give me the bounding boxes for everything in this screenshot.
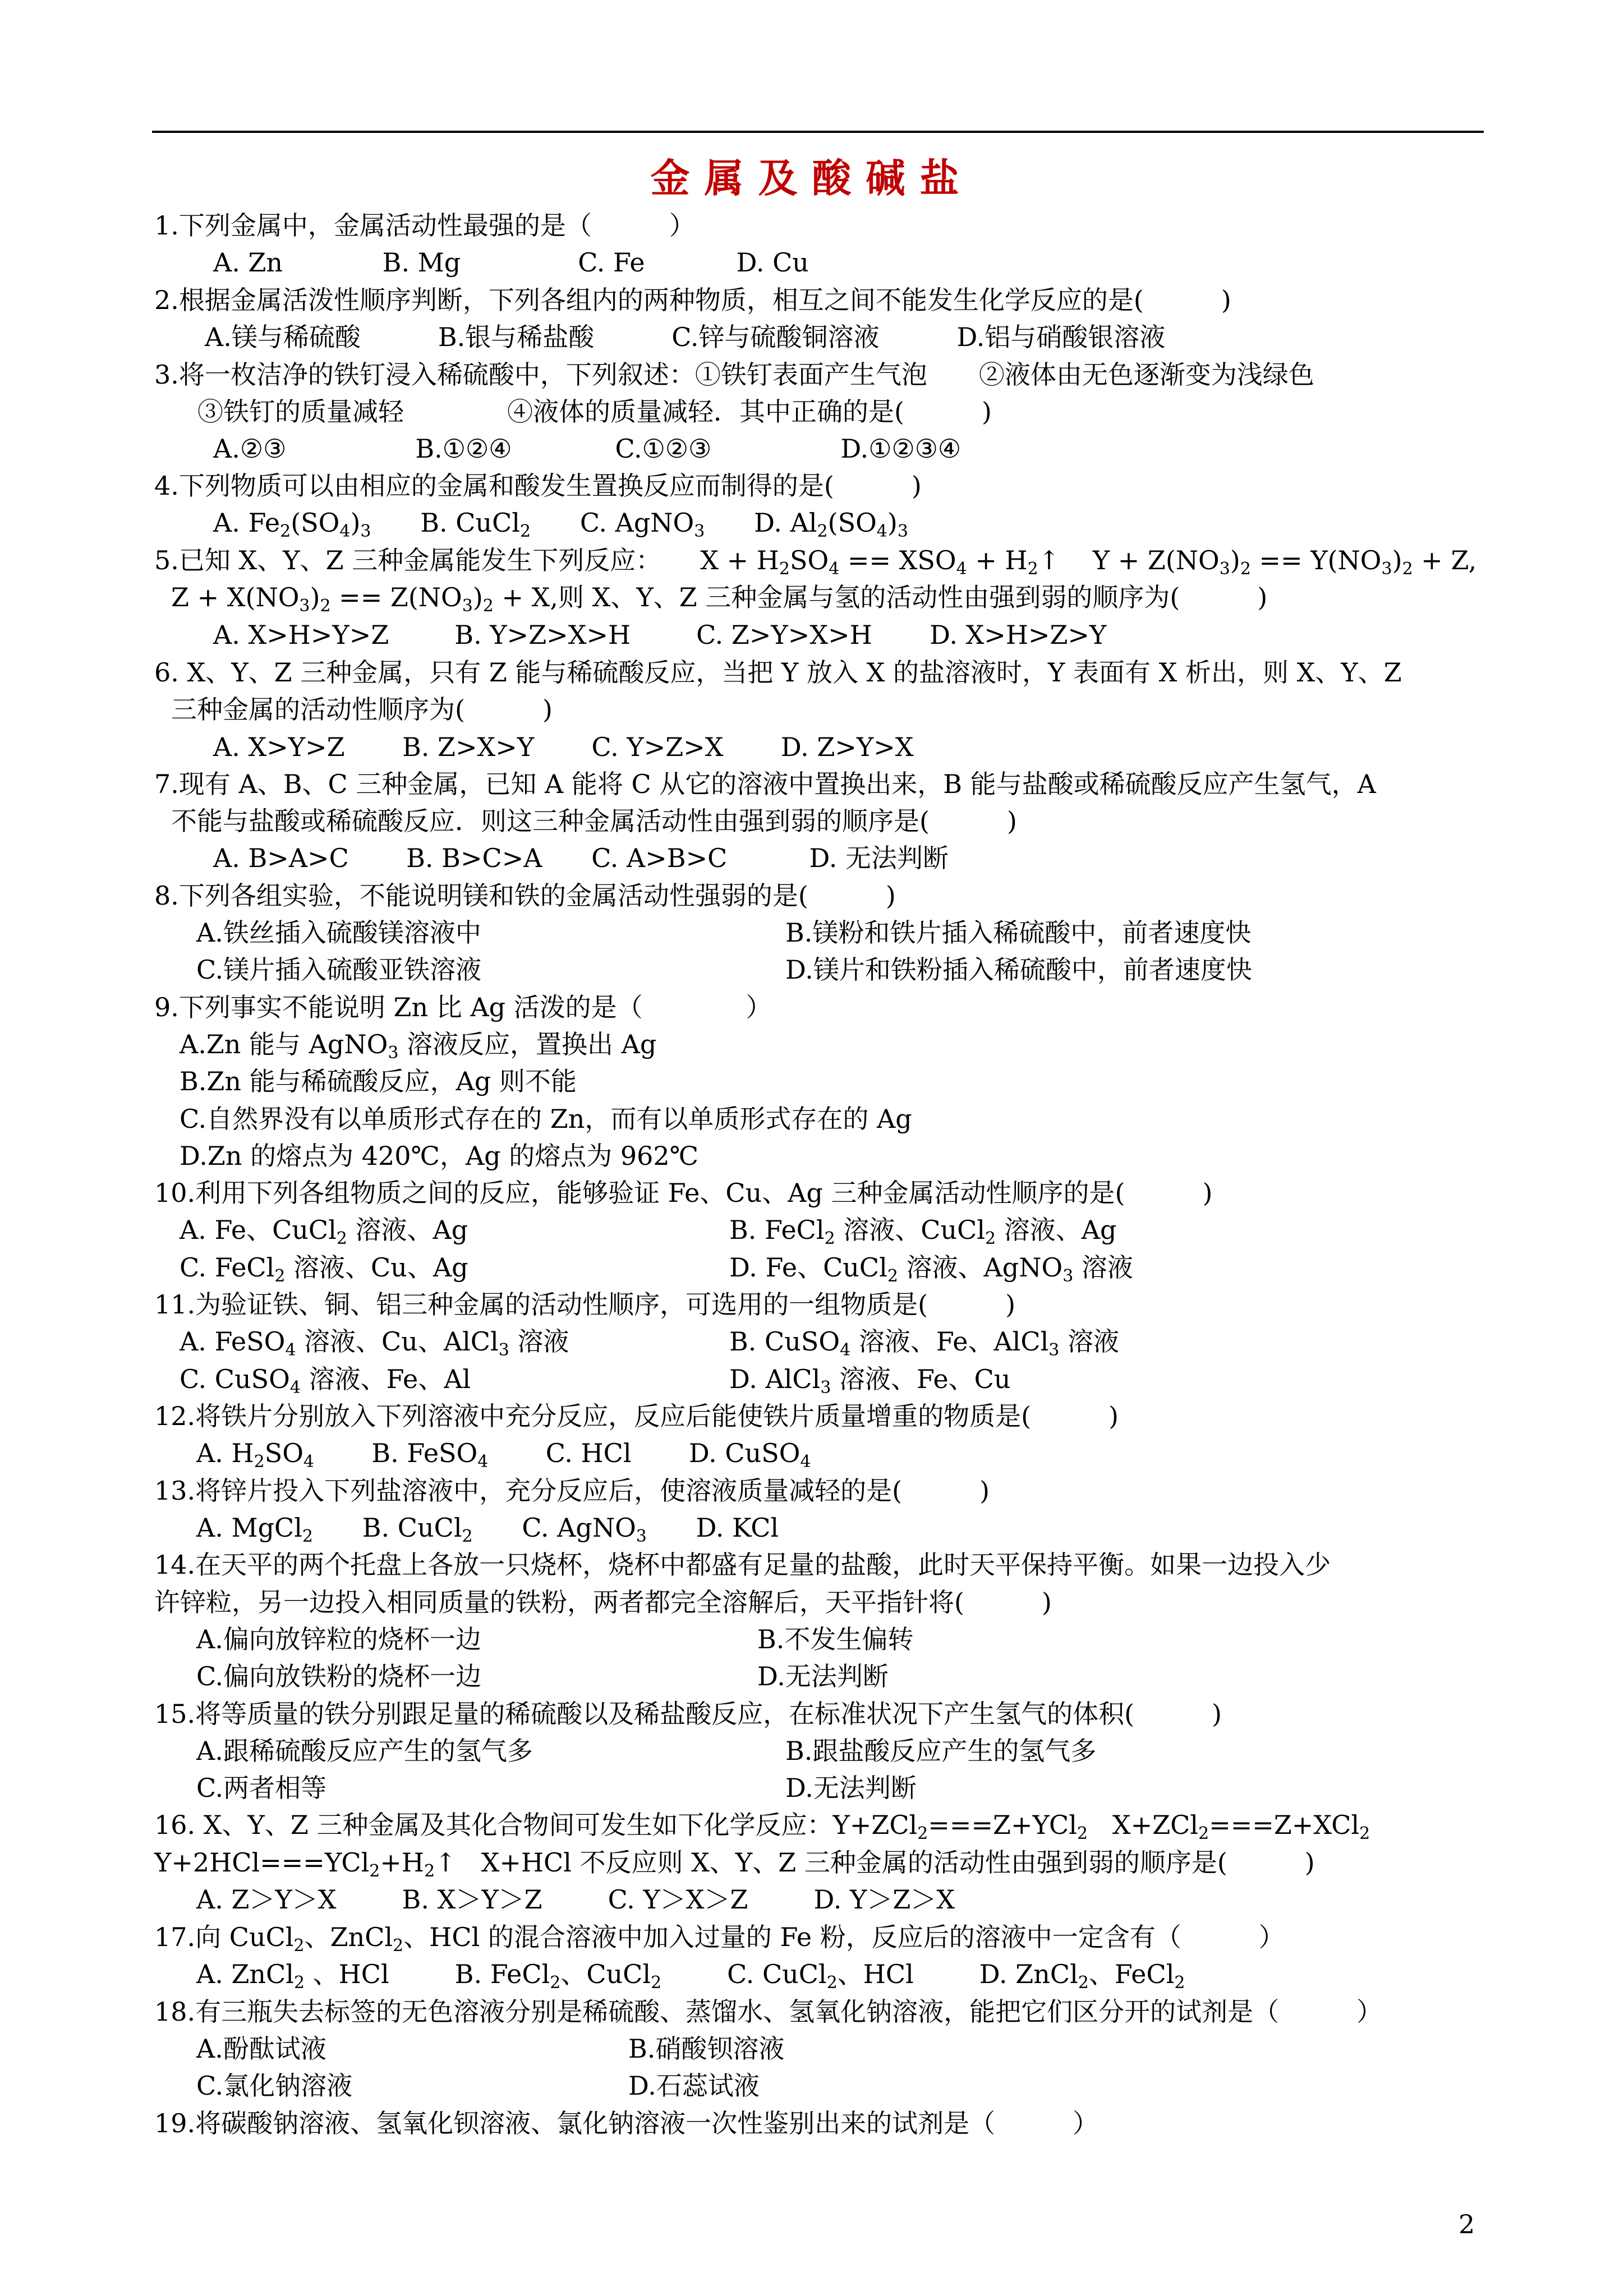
text-line: D.镁片和铁粉插入稀硫酸中，前者速度快 — [785, 955, 1252, 985]
text-line: D.无法判断 — [785, 1773, 917, 1803]
text-line: A. $H_2SO_4$ B. FeSO$_4$ C. HCl D. CuSO$_4$ — [196, 1438, 811, 1472]
text-line: D. AlCl$_3$ 溶液、Fe、Cu — [729, 1364, 1011, 1398]
text-line: D. Fe、CuCl$_2$ 溶液、AgNO$_3$ 溶液 — [729, 1252, 1133, 1286]
text-line: A. $Fe_2(SO_4)_3$ B. CuCl$_2$ C. AgNO$_3$ D. $Al_2(SO_4)_3$ — [213, 508, 908, 541]
text-line: 15.将等质量的铁分别跟足量的稀硫酸以及稀盐酸反应，在标准状况下产生氢气的体积( ) — [154, 1699, 1222, 1729]
text-line: D.Zn 的熔点为 420℃，Ag 的熔点为 962℃ — [180, 1141, 699, 1171]
text-line: 19.将碳酸钠溶液、氢氧化钡溶液、氯化钠溶液一次性鉴别出来的试剂是（ ） — [154, 2108, 1099, 2138]
text-line: $Z + X(NO_3)_2 == Z(NO_3)_2 + X$,则 X、Y、Z 三种金属与氢的活动性由强到弱的顺序为( ) — [171, 582, 1268, 616]
text-line: A. Z＞Y＞X B. X＞Y＞Z C. Y＞X＞Z D. Y＞Z＞X — [196, 1884, 955, 1915]
text-line: B.跟盐酸反应产生的氢气多 — [785, 1736, 1097, 1766]
text-line: C. CuSO$_4$ 溶液、Fe、Al — [180, 1364, 471, 1398]
text-line: C.氯化钠溶液 — [196, 2071, 353, 2101]
text-line: 4.下列物质可以由相应的金属和酸发生置换反应而制得的是( ) — [154, 471, 922, 501]
text-line: 10.利用下列各组物质之间的反应，能够验证 Fe、Cu、Ag 三种金属活动性顺序的是( ) — [154, 1178, 1213, 1208]
text-line: 14.在天平的两个托盘上各放一只烧杯，烧杯中都盛有足量的盐酸，此时天平保持平衡。如果一边投入少 — [154, 1550, 1331, 1580]
text-line: 1.下列金属中，金属活动性最强的是（ ） — [154, 210, 695, 241]
page-number: 2 — [1459, 2209, 1475, 2239]
text-line: A.铁丝插入硫酸镁溶液中 — [196, 918, 481, 948]
text-line: C.自然界没有以单质形式存在的 Zn，而有以单质形式存在的 Ag — [180, 1104, 912, 1134]
text-line: $Y+2HCl===YCl_2+H_2↑$ X+HCl 不反应则 X、Y、Z 三种金属的活动性由强到弱的顺序是( ) — [154, 1847, 1315, 1881]
text-line: 7.现有 A、B、C 三种金属，已知 A 能将 C 从它的溶液中置换出来，B 能与盐酸或稀硫酸反应产生氢气，A — [154, 769, 1376, 799]
text-line: 8.下列各组实验，不能说明镁和铁的金属活动性强弱的是( ) — [154, 880, 896, 911]
text-line: 3.将一枚洁净的铁钉浸入稀硫酸中，下列叙述：①铁钉表面产生气泡 ②液体由无色逐渐变为浅绿色 — [154, 359, 1314, 390]
text-line: ③铁钉的质量减轻 ④液体的质量减轻．其中正确的是( ) — [197, 397, 992, 427]
text-line: B.硝酸钡溶液 — [628, 2034, 785, 2064]
text-line: 9.下列事实不能说明 Zn 比 Ag 活泼的是（ ） — [154, 992, 772, 1022]
text-line: A. B>A>C B. B>C>A C. A>B>C D. 无法判断 — [213, 843, 949, 873]
text-line: B. FeCl$_2$ 溶液、CuCl$_2$ 溶液、Ag — [729, 1215, 1117, 1248]
text-line: C.镁片插入硫酸亚铁溶液 — [196, 955, 482, 985]
text-line: 11.为验证铁、铜、铝三种金属的活动性顺序，可选用的一组物质是( ) — [154, 1289, 1016, 1320]
text-line: 16. X、Y、Z 三种金属及其化合物间可发生如下化学反应：Y+ZCl$_2$===Z+YCl$_2$ X+ZCl$_2$===Z+XCl$_2$ — [154, 1810, 1370, 1843]
text-line: 12.将铁片分别放入下列溶液中充分反应，反应后能使铁片质量增重的物质是( ) — [154, 1401, 1119, 1431]
text-line: A.酚酞试液 — [196, 2034, 326, 2064]
page-title: 金属及酸碱盐 — [650, 155, 974, 201]
text-line: D.石蕊试液 — [628, 2071, 760, 2101]
text-line: C. FeCl$_2$ 溶液、Cu、Ag — [180, 1252, 468, 1286]
text-line: A. Zn B. Mg C. Fe D. Cu — [213, 247, 809, 278]
text-line: A.镁与稀硫酸 B.银与稀盐酸 C.锌与硫酸铜溶液 D.铝与硝酸银溶液 — [205, 322, 1166, 352]
text-line: C.偏向放铁粉的烧杯一边 — [196, 1661, 482, 1691]
header-rule — [152, 131, 1484, 133]
text-line: A. FeSO$_4$ 溶液、Cu、AlCl$_3$ 溶液 — [180, 1326, 569, 1360]
text-line: A. X>H>Y>Z B. Y>Z>X>H C. Z>Y>X>H D. X>H>Z>Y — [213, 620, 1107, 650]
text-line: 三种金属的活动性顺序为( ) — [171, 694, 553, 725]
text-line: B.Zn 能与稀硫酸反应，Ag 则不能 — [180, 1066, 577, 1096]
text-line: D.无法判断 — [757, 1661, 889, 1691]
text-line: A.偏向放锌粒的烧杯一边 — [196, 1624, 481, 1654]
text-line: 许锌粒，另一边投入相同质量的铁粉，两者都完全溶解后，天平指针将( ) — [154, 1587, 1052, 1617]
text-line: B. CuSO$_4$ 溶液、Fe、AlCl$_3$ 溶液 — [729, 1326, 1120, 1360]
text-line: 13.将锌片投入下列盐溶液中，充分反应后，使溶液质量减轻的是( ) — [154, 1476, 990, 1506]
text-line: A. ZnCl$_2$ 、HCl B. FeCl$_2$、CuCl$_2$ C. CuCl$_2$、HCl D. ZnCl$_2$、FeCl$_2$ — [196, 1959, 1185, 1993]
text-line: 6. X、Y、Z 三种金属，只有 Z 能与稀硫酸反应，当把 Y 放入 X 的盐溶液时，Y 表面有 X 析出，则 X、Y、Z — [154, 657, 1402, 688]
text-line: A. MgCl$_2$ B. CuCl$_2$ C. AgNO$_3$ D. KCl — [196, 1513, 779, 1546]
text-line: A. X>Y>Z B. Z>X>Y C. Y>Z>X D. Z>Y>X — [213, 732, 914, 762]
text-line: A.跟稀硫酸反应产生的氢气多 — [196, 1736, 533, 1766]
text-line: A.Zn 能与 AgNO$_3$ 溶液反应，置换出 Ag — [180, 1029, 657, 1063]
text-line: 17.向 CuCl$_2$、ZnCl$_2$、HCl 的混合溶液中加入过量的 Fe 粉，反应后的溶液中一定含有（ ） — [154, 1922, 1285, 1956]
text-line: 5.已知 X、Y、Z 三种金属能发生下列反应： $X + H_2SO_4 == XSO_4$ + $H_2↑$ $Y + Z(NO_3)_2 == Y(NO_3)_2 + Z$, — [154, 545, 1477, 579]
text-line: B.不发生偏转 — [757, 1624, 914, 1654]
text-line: C.两者相等 — [196, 1773, 327, 1803]
text-line: A. Fe、CuCl$_2$ 溶液、Ag — [180, 1215, 468, 1248]
text-line: B.镁粉和铁片插入稀硫酸中，前者速度快 — [785, 918, 1252, 948]
text-line: 2.根据金属活泼性顺序判断，下列各组内的两种物质，相互之间不能发生化学反应的是( ) — [154, 285, 1231, 315]
text-line: A.②③ B.①②④ C.①②③ D.①②③④ — [213, 434, 961, 464]
text-line: 18.有三瓶失去标签的无色溶液分别是稀硫酸、蒸馏水、氢氧化钠溶液，能把它们区分开的试剂是（ ） — [154, 1997, 1383, 2027]
text-line: 不能与盐酸或稀硫酸反应．则这三种金属活动性由强到弱的顺序是( ) — [171, 806, 1017, 836]
